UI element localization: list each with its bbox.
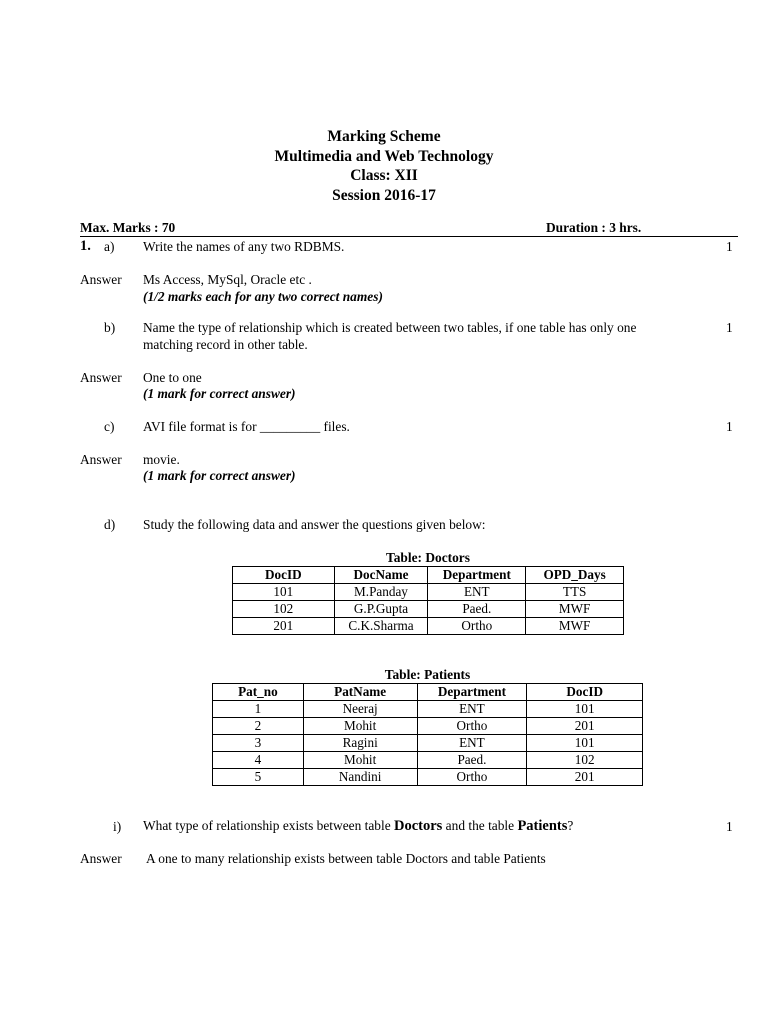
table-cell: Mohit [303,718,417,735]
table-cell: Mohit [303,752,417,769]
q1d-question: Study the following data and answer the questions given below: [143,517,486,532]
q1b-label: b) [104,320,116,335]
q1d-label: d) [104,517,116,532]
patients-table [212,683,643,786]
table-row [213,701,643,718]
table-header-row [213,684,643,701]
column-header: Department [428,567,526,584]
table-cell: Ragini [303,735,417,752]
q1a-scheme: (1/2 marks each for any two correct names) [143,289,383,304]
table-cell: 201 [233,618,335,635]
table-row [233,618,624,635]
q1di-question [143,818,573,835]
doctors-table-caption: Table: Doctors [386,550,470,565]
q1c-marks: 1 [726,419,733,434]
q1b-answer-label: Answer [80,370,122,385]
table-cell: M.Panday [334,584,428,601]
q1di-marks: 1 [726,819,733,834]
table-cell: 201 [527,718,643,735]
table-cell: Nandini [303,769,417,786]
q1b-marks: 1 [726,320,733,335]
table-cell: Paed. [428,601,526,618]
q1b-answer: One to one [143,370,202,385]
q1di-answer-label: Answer [80,851,122,866]
q1di-question-mid: and the table [442,818,518,833]
column-header: DocName [334,567,428,584]
q1c-answer-label: Answer [80,452,122,467]
column-header: DocID [527,684,643,701]
table-cell: 101 [527,735,643,752]
table-cell: ENT [417,701,527,718]
class-title: Class: XII [350,167,418,184]
table-row [213,752,643,769]
q1c-label: c) [104,419,115,434]
q1di-question-pre: What type of relationship exists between table [143,818,394,833]
column-header: DocID [233,567,335,584]
table-cell: ENT [428,584,526,601]
table-cell: 1 [213,701,304,718]
table-cell: MWF [526,618,624,635]
q1b-question-line1: Name the type of relationship which is created between two tables, if one table has only one [143,320,637,335]
table-cell: Ortho [428,618,526,635]
table-cell: 101 [527,701,643,718]
max-marks: Max. Marks : 70 [80,220,176,235]
table-cell: 102 [233,601,335,618]
table-cell: Paed. [417,752,527,769]
table-cell: 3 [213,735,304,752]
table-row [233,601,624,618]
q1di-question-doctors: Doctors [394,818,443,834]
table-cell: 4 [213,752,304,769]
doctors-table [232,566,624,635]
column-header: Pat_no [213,684,304,701]
document-title: Marking Scheme [327,128,441,145]
subject-title: Multimedia and Web Technology [274,148,494,165]
table-cell: TTS [526,584,624,601]
table-cell: 2 [213,718,304,735]
q1b-scheme: (1 mark for correct answer) [143,386,296,401]
q1c-question: AVI file format is for _________ files. [143,419,350,434]
question-number: 1. [80,238,91,254]
q1c-scheme: (1 mark for correct answer) [143,468,296,483]
q1a-question: Write the names of any two RDBMS. [143,239,345,254]
q1di-label: i) [113,819,122,834]
table-cell: 101 [233,584,335,601]
table-row [213,718,643,735]
q1di-question-post: ? [567,818,574,833]
table-cell: ENT [417,735,527,752]
table-cell: 102 [527,752,643,769]
table-cell: Ortho [417,718,527,735]
table-cell: MWF [526,601,624,618]
table-row [233,584,624,601]
q1di-question-patients: Patients [517,818,568,834]
q1a-answer: Ms Access, MySql, Oracle etc . [143,272,312,287]
patients-table-caption: Table: Patients [384,667,471,682]
table-cell: Neeraj [303,701,417,718]
header-divider [80,236,738,237]
table-header-row [233,567,624,584]
session-title: Session 2016-17 [332,187,436,204]
table-cell: Ortho [417,769,527,786]
q1c-answer: movie. [143,452,180,467]
table-cell: 201 [527,769,643,786]
duration: Duration : 3 hrs. [546,220,642,235]
table-row [213,735,643,752]
q1a-marks: 1 [726,239,733,254]
column-header: Department [417,684,527,701]
table-cell: C.K.Sharma [334,618,428,635]
q1a-label: a) [104,239,115,254]
q1di-answer: A one to many relationship exists between table Doctors and table Patients [146,851,546,866]
column-header: OPD_Days [526,567,624,584]
q1b-question-line2: matching record in other table. [143,337,308,352]
column-header: PatName [303,684,417,701]
table-row [213,769,643,786]
table-cell: G.P.Gupta [334,601,428,618]
q1a-answer-label: Answer [80,272,122,287]
table-cell: 5 [213,769,304,786]
